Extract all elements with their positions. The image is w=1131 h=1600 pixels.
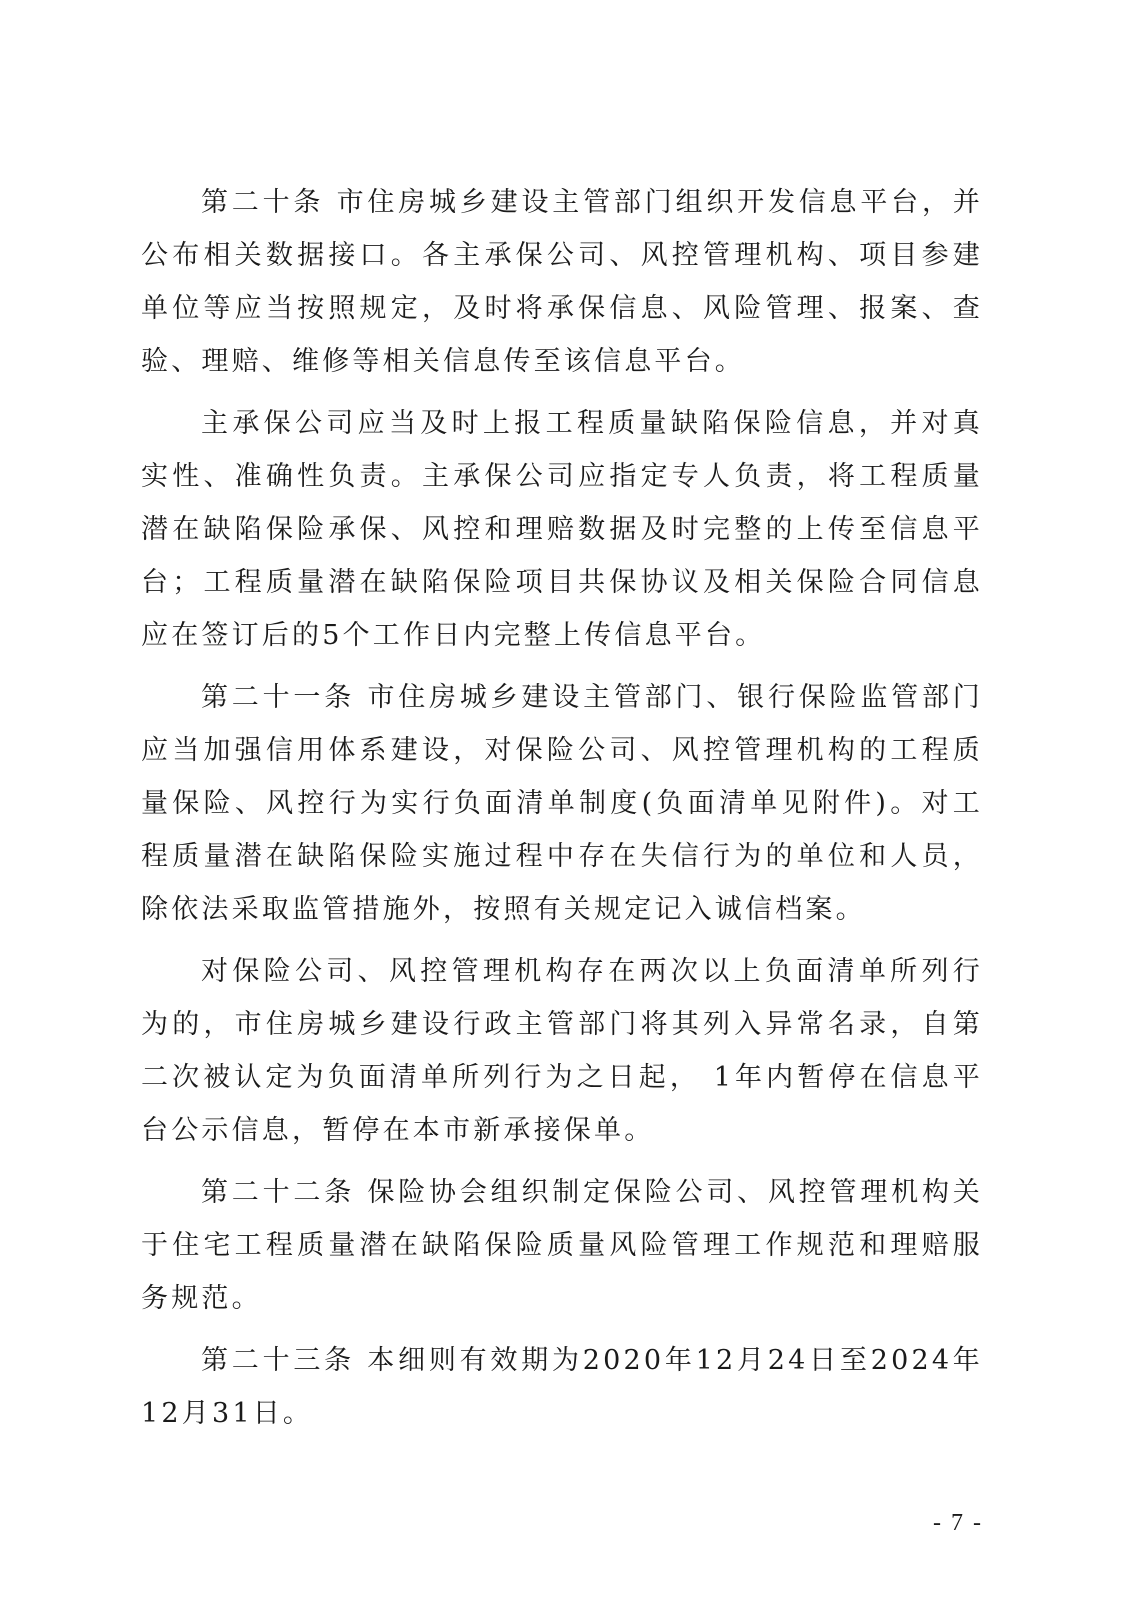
article-21-text: 市住房城乡建设主管部门、银行保险监管部门应当加强信用体系建设，对保险公司、风控管理机构的工程质量保险、风控行为实行负面清单制度(负面清单见附件)。对工程质量潜在缺陷保险实施过程中存在失信行为的单位和人员，除依法采取监管措施外，按照有关规定记入诚信档案。 [141, 682, 983, 925]
document-body [141, 176, 983, 1440]
article-20-text: 市住房城乡建设主管部门组织开发信息平台，并公布相关数据接口。各主承保公司、风控管理机构、项目参建单位等应当按照规定，及时将承保信息、风险管理、报案、查验、理赔、维修等相关信息传至该信息平台。 [141, 187, 983, 377]
article-20-heading: 第二十条 [201, 187, 325, 218]
article-20-sub-text: 主承保公司应当及时上报工程质量缺陷保险信息，并对真实性、准确性负责。主承保公司应指定专人负责，将工程质量潜在缺陷保险承保、风控和理赔数据及时完整的上传至信息平台；工程质量潜在缺陷保险项目共保协议及相关保险合同信息应在签订后的5个工作日内完整上传信息平台。 [141, 408, 983, 651]
page-number: - 7 - [933, 1510, 983, 1536]
article-21-sub-text: 对保险公司、风控管理机构存在两次以上负面清单所列行为的，市住房城乡建设行政主管部门将其列入异常名录，自第二次被认定为负面清单所列行为之日起， 1年内暂停在信息平台公示信息，暂停在本市新承接保单。 [141, 956, 983, 1146]
article-23-paragraph [141, 1334, 983, 1440]
article-20-sub-paragraph [141, 397, 983, 662]
article-22-paragraph [141, 1166, 983, 1325]
article-21-paragraph [141, 671, 983, 936]
article-23-heading: 第二十三条 [201, 1345, 355, 1376]
article-20-paragraph [141, 176, 983, 388]
article-21-sub-paragraph [141, 945, 983, 1157]
article-23-text: 本细则有效期为2020年12月24日至2024年12月31日。 [141, 1345, 983, 1429]
article-21-heading: 第二十一条 [201, 682, 356, 713]
article-22-heading: 第二十二条 [201, 1177, 356, 1208]
article-22-text: 保险协会组织制定保险公司、风控管理机构关于住宅工程质量潜在缺陷保险质量风险管理工作规范和理赔服务规范。 [141, 1177, 983, 1314]
